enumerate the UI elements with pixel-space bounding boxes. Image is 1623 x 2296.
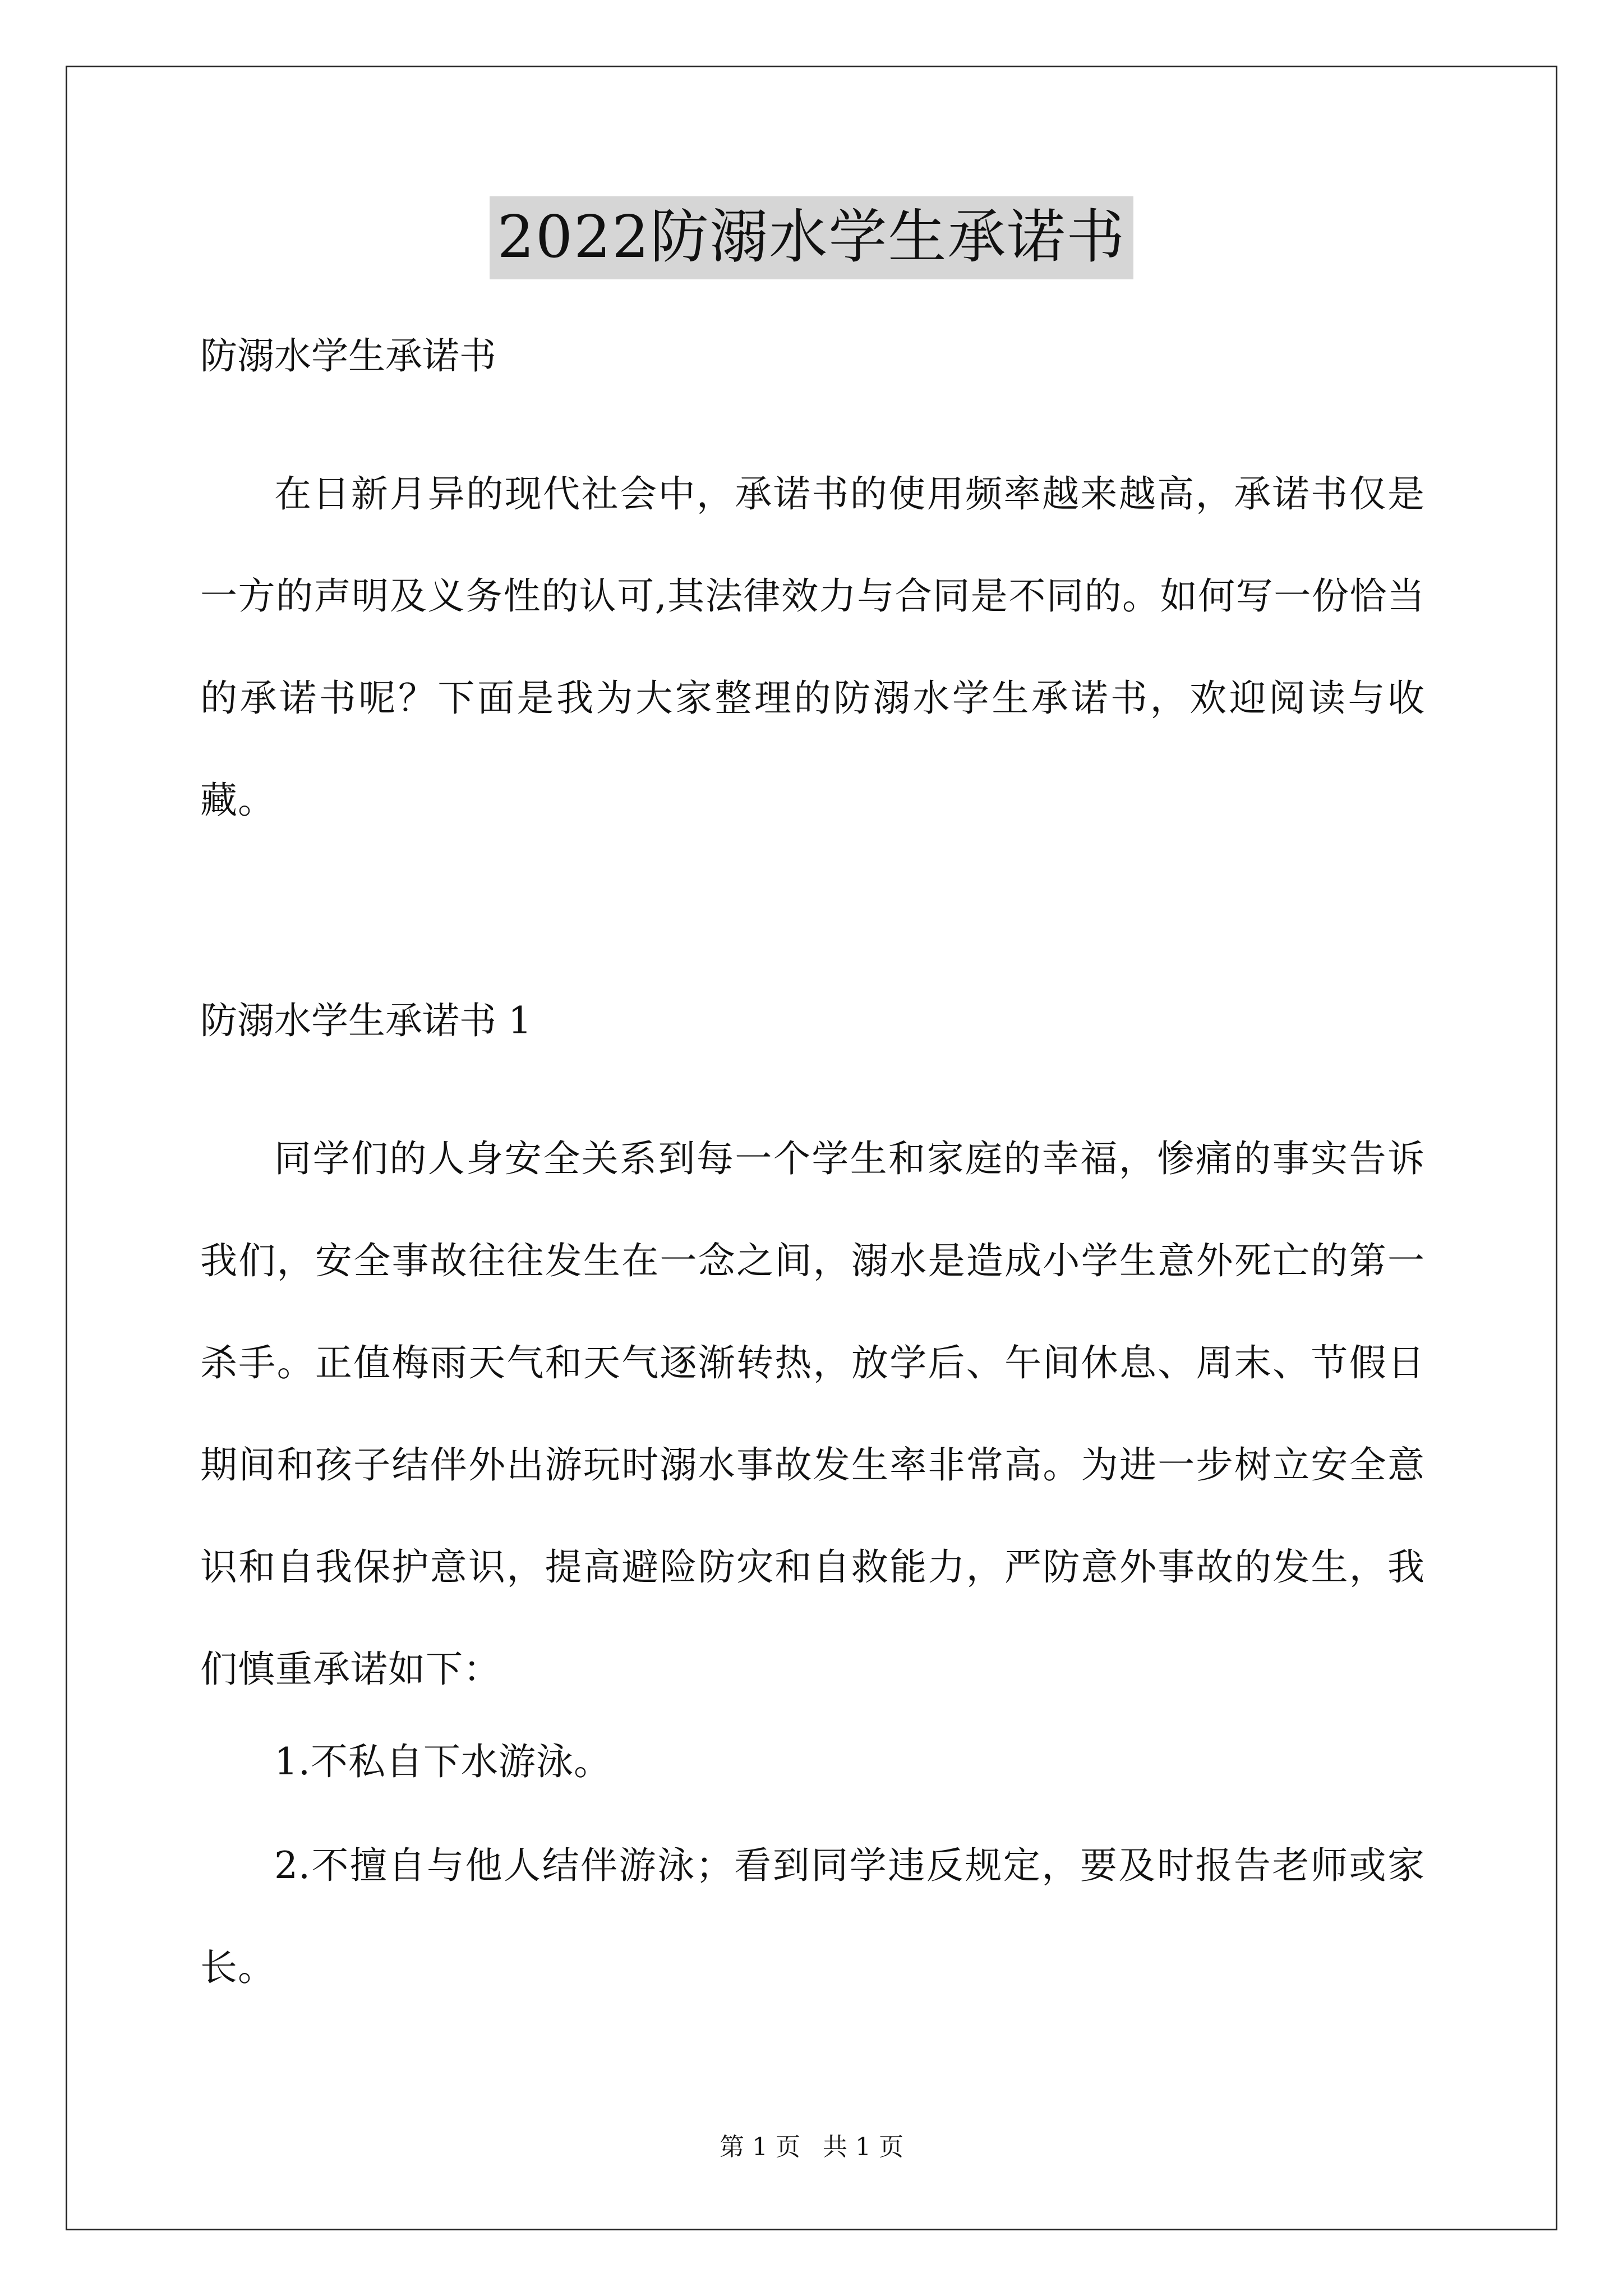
section-heading: 防溺水学生承诺书 xyxy=(200,334,496,378)
page-number: 第 1 页 xyxy=(720,2133,800,2161)
title-block xyxy=(0,196,1623,279)
page-total: 共 1 页 xyxy=(823,2133,903,2161)
list-item-1: 1.不私自下水游泳。 xyxy=(274,1740,611,1783)
body-paragraph: 同学们的人身安全关系到每一个学生和家庭的幸福，惨痛的事实告诉我们，安全事故往往发生在一念之间，溺水是造成小学生意外死亡的第一杀手。正值梅雨天气和天气逐渐转热，放学后、午间休息、周末、节假日期间和孩子结伴外出游玩时溺水事故发生率非常高。为进一步树立安全意识和自我保护意识，提高避险防灾和自救能力，严防意外事故的发生，我们慎重承诺如下： xyxy=(200,1137,1425,1691)
document-title: 2022防溺水学生承诺书 xyxy=(490,196,1134,279)
intro-paragraph: 在日新月异的现代社会中，承诺书的使用频率越来越高，承诺书仅是一方的声明及义务性的认可,其法律效力与合同是不同的。如何写一份恰当的承诺书呢？下面是我为大家整理的防溺水学生承诺书，欢迎阅读与收藏。 xyxy=(200,472,1425,822)
list-item-2: 2.不擅自与他人结伴游泳；看到同学违反规定，要及时报告老师或家长。 xyxy=(200,1844,1425,1989)
page-footer xyxy=(0,2132,1623,2163)
section-heading-1: 防溺水学生承诺书 1 xyxy=(200,999,532,1042)
